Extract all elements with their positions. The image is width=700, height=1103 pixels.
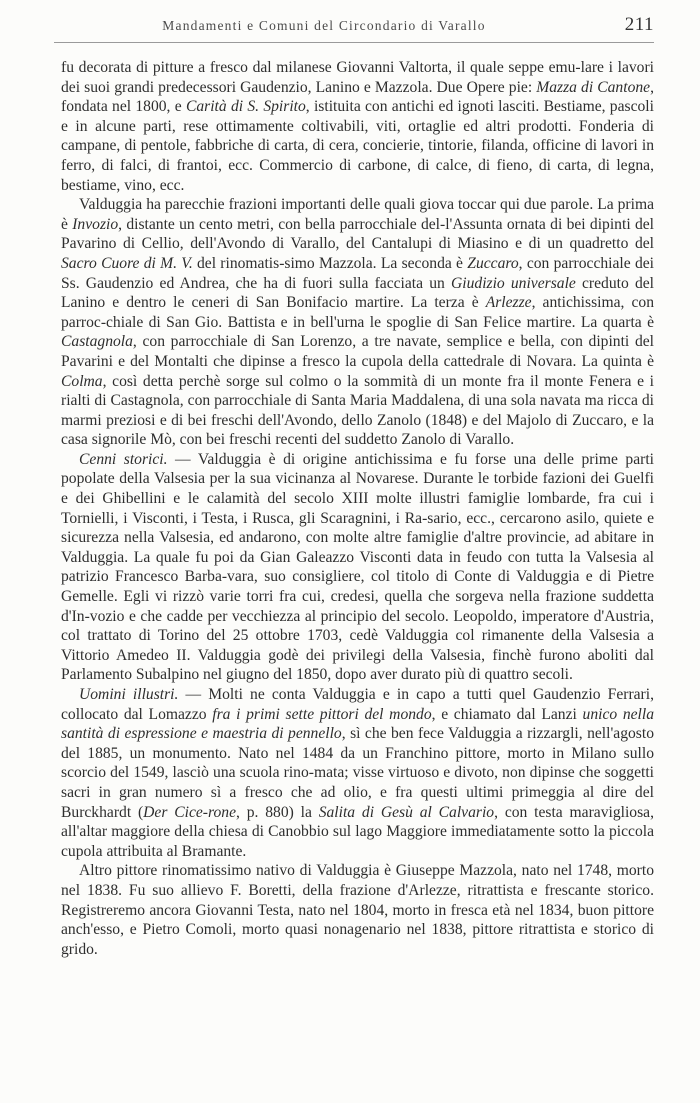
paragraph-uomini-illustri bbox=[61, 685, 654, 861]
text-run: , con testa maravigliosa, all'altar maggiore della chiesa di Canobbio sul lago Maggiore immediatamente sotto la piccola cupola attribuita al Bramante. bbox=[61, 803, 654, 860]
italic-run: fra i primi sette pittori del mondo bbox=[212, 705, 432, 723]
italic-run: Arlezze bbox=[485, 294, 532, 312]
paragraph-altro-pittore bbox=[61, 861, 654, 959]
text-run: , distante un cento metri, con bella parrocchiale del-l'Assunta ornata di bei dipinti del Pavarino di Cellio, dell'Avondo di Varallo, del Cantalupi di Miasino e di un quadretto del bbox=[61, 215, 654, 253]
italic-run: unico nella santità di espressione e maestria di pennello bbox=[61, 705, 655, 743]
text-run: , istituita con antichi ed ignoti lasciti. Bestiame, pascoli e in alcune parti, rese ottimamente coltivabili, viti, ortaglie ed altri prodotti. Fonderia di campane, di pentole, fabbriche di carta, di cera, concierie, tintorie, filanda, officine di lavori in ferro, di falci, di frantoi, ecc. Commercio di carbone, di calce, di fieno, di carta, di legna, bestiame, vino, ecc. bbox=[61, 98, 654, 194]
italic-run: Carità di S. Spirito bbox=[185, 98, 306, 116]
page-number: 211 bbox=[624, 14, 654, 35]
running-head bbox=[54, 14, 654, 36]
text-run: , p. 880) la bbox=[236, 803, 319, 821]
italic-run: Castagnola bbox=[61, 333, 133, 351]
italic-run: Mazza di Cantone bbox=[536, 78, 651, 96]
text-run: Valduggia ha parecchie frazioni importanti delle quali giova toccar qui due parole. La prima è bbox=[61, 196, 654, 233]
paragraph-cenni-storici bbox=[61, 450, 654, 685]
text-run: Altro pittore rinomatissimo nativo di Valduggia è Giuseppe Mazzola, nato nel 1748, morto nel 1838. Fu suo allievo F. Boretti, della frazione d'Arlezze, ritrattista e frescante storico. Registreremo ancora Giovanni Testa, nato nel 1804, morto in fresca età nel 1834, buon pittore anch'esso, e Pietro Comoli, morto quasi nonagenario nel 1838, pittore ritrattista e storico di grido. bbox=[61, 862, 654, 958]
text-run: — Molti ne conta Valduggia e in capo a tutti quel Gaudenzio Ferrari, collocato dal Lomazzo bbox=[61, 686, 654, 723]
body-text bbox=[61, 58, 654, 959]
running-title: Mandamenti e Comuni del Circondario di Varallo bbox=[162, 18, 486, 33]
italic-run: Giudizio universale bbox=[451, 274, 576, 292]
text-run: , con parrocchiale dei Ss. Gaudenzio ed Andrea, che ha di fuori sulla facciata un bbox=[61, 254, 654, 292]
italic-run: Der Cice-rone bbox=[143, 803, 236, 821]
text-run: , così detta perchè sorge sul colmo o la sommità di un monte fra il monte Fenera e i rialti di Castagnola, con parrocchiale di Santa Maria Maddalena, di una sola navata ma ricca di marmi preziosi e di bei freschi dell'Avondo, dello Zanolo (1848) e del Majolo di Zuccaro, e la casa signorile Mò, con bei freschi recenti del suddetto Zanolo di Varallo. bbox=[61, 372, 654, 449]
italic-run: Salita di Gesù al Calvario bbox=[318, 803, 495, 821]
italic-run: Cenni storici. bbox=[79, 450, 168, 468]
text-run: , e chiamato dal Lanzi bbox=[431, 705, 583, 723]
italic-run: Colma bbox=[61, 372, 103, 390]
italic-run: Sacro Cuore di M. V. bbox=[61, 254, 193, 272]
text-run: — Valduggia è di origine antichissima e fu forse una delle prime parti popolate della Valsesia per la sua vicinanza al Novarese. Durante le torbide fazioni dei Guelfi e dei Ghibellini e le calamità del secolo XIII molte illustri famiglie lombarde, fra cui i Tornielli, i Visconti, i Testa, i Rusca, gli Scaragnini, i Ra-sario, ecc., cercarono asilo, quiete e sicurezza nella Valsesia, ed andarono, con molte altre famiglie d'altre provincie, ad abitare in Valduggia. La quale fu poi da Gian Galeazzo Visconti data in feudo con tutta la Valsesia al patrizio Francesco Barba-vara, suo consigliere, col titolo di Conte di Valduggia e di Pietre Gemelle. Egli vi rizzò varie torri fra cui, credesi, quella che sorgeva nella frazione suddetta d'In-vozio e che cadde per vecchiezza al principio del secolo. Leopoldo, imperatore d'Austria, col trattato di Torino del 25 ottobre 1703, cedè Valduggia col rimanente della Valsesia a Vittorio Amedeo II. Valduggia godè dei privilegi della Valsesia, finchè furono aboliti dal Parlamento Subalpino nel giugno del 1850, dopo aver durato più di quattro secoli. bbox=[61, 450, 654, 684]
text-run: del rinomatis-simo Mazzola. La seconda è bbox=[192, 254, 468, 272]
italic-run: Uomini illustri. bbox=[79, 686, 179, 703]
paragraph-frazioni bbox=[61, 195, 654, 450]
italic-run: Invozio bbox=[72, 215, 119, 233]
text-run: , sì che ben fece Valduggia a rizzargli, nell'agosto del 1885, un monumento. Nato nel 1484 da un Franchino pittore, morto in Milano sullo scorcio del 1549, lasciò una scuola rino-mata; visse virtuoso e divoto, non dipinse che soggetti sacri in gran numero sì a fresco che ad olio, e fra questi ultimi primeggia al dire del Burckhardt ( bbox=[61, 725, 654, 821]
text-run: , fondata nel 1800, e bbox=[61, 78, 654, 116]
text-run: , antichissima, con parroc-chiale di San Gio. Battista e in bell'urna le spoglie di San Felice martire. La quarta è bbox=[61, 294, 654, 331]
italic-run: Zuccaro bbox=[467, 254, 519, 272]
text-run: , con parrocchiale di San Lorenzo, a tre navate, semplice e bella, con dipinti del Pavarini e del Montalti che dipinse a fresco la cupola della cattedrale di Novara. La quinta è bbox=[61, 333, 654, 370]
text-run: fu decorata di pitture a fresco dal milanese Giovanni Valtorta, il quale seppe emu-lare i lavori dei suoi grandi predecessori Gaudenzio, Lanino e Mazzola. Due Opere pie: bbox=[61, 59, 654, 96]
header-rule bbox=[54, 42, 654, 43]
text-run: creduto del Lanino e dentro le ceneri di San Bonifacio martire. La terza è bbox=[61, 274, 654, 312]
paragraph-industry bbox=[61, 58, 654, 195]
